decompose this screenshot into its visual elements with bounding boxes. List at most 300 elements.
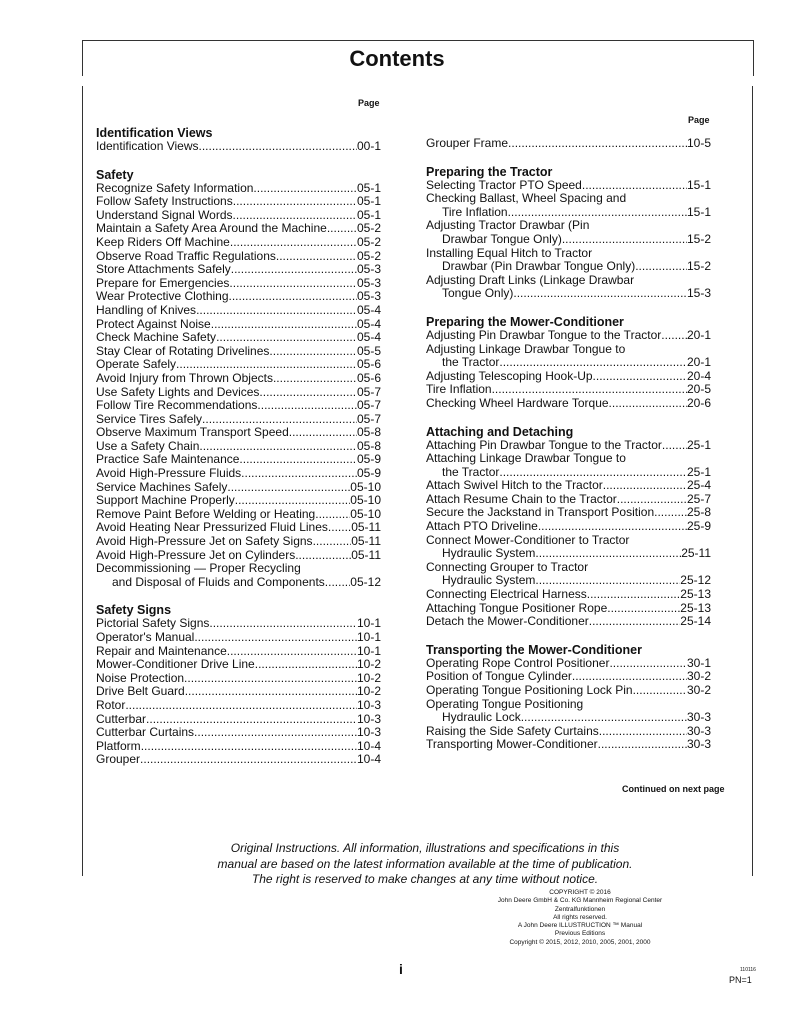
toc-entry[interactable] (96, 685, 381, 699)
toc-entry-title: Follow Tire Recommendations (96, 398, 258, 413)
toc-entry-title: Avoid High-Pressure Fluids (96, 466, 242, 481)
toc-entry-page: 25-14 (680, 614, 711, 629)
toc-leader-dots (194, 726, 357, 740)
toc-entry-page: 30-2 (686, 669, 711, 684)
toc-entry-page: 20-5 (686, 382, 711, 397)
toc-entry-title: Attach Swivel Hitch to the Tractor (426, 478, 603, 493)
toc-entry-page: 05-1 (356, 207, 381, 222)
toc-leader-dots (315, 508, 350, 522)
toc-entry-title: Position of Tongue Cylinder (426, 669, 572, 684)
notice-line: The right is reserved to make changes at any time without notice. (251, 872, 599, 886)
toc-entry[interactable] (96, 631, 381, 645)
toc-entry[interactable] (96, 426, 381, 440)
toc-entry-title: Rotor (96, 697, 126, 712)
toc-entry-page: 05-8 (356, 425, 381, 440)
notice-line: manual are based on the latest information available at the time of publication. (217, 856, 633, 871)
toc-entry[interactable] (426, 206, 711, 220)
toc-entry-title: the Tractor (442, 355, 500, 370)
toc-entry[interactable] (96, 318, 381, 332)
toc-leader-dots (587, 588, 681, 602)
section-heading: Safety (96, 167, 134, 182)
toc-entry-title: Grouper Frame (426, 136, 509, 150)
toc-entry[interactable] (96, 713, 381, 727)
toc-entry-page: 25-8 (686, 505, 711, 520)
toc-entry-page: 15-1 (686, 204, 711, 219)
toc-leader-dots (235, 494, 351, 508)
toc-entry-line[interactable]: Installing Equal Hitch to Tractor (426, 245, 593, 260)
toc-entry-title: Raising the Side Safety Curtains (426, 723, 599, 738)
toc-entry-title: Use a Safety Chain (96, 438, 200, 453)
toc-entry[interactable] (96, 453, 381, 467)
toc-entry[interactable] (426, 574, 711, 588)
toc-entry-page: 10-5 (686, 136, 711, 150)
toc-entry[interactable] (96, 140, 381, 154)
toc-entry[interactable] (96, 304, 381, 318)
toc-leader-dots (185, 685, 357, 699)
toc-entry-page: 25-13 (680, 600, 711, 615)
toc-entry-page: 25-12 (680, 573, 711, 588)
toc-entry-page: 10-2 (356, 684, 381, 699)
toc-entry-page: 05-11 (351, 547, 381, 562)
toc-leader-dots (499, 466, 687, 480)
toc-entry[interactable] (96, 222, 381, 236)
toc-entry[interactable] (96, 508, 381, 522)
toc-entry[interactable] (426, 466, 711, 480)
toc-leader-dots (593, 370, 687, 384)
section-heading: Preparing the Mower-Conditioner (426, 314, 624, 329)
frame-right-rule (752, 86, 753, 876)
toc-entry-title: Operator's Manual (96, 630, 195, 644)
toc-entry-page: 05-4 (356, 330, 381, 345)
toc-entry-title: Transporting Mower-Conditioner (426, 737, 598, 752)
toc-entry-page: 10-3 (356, 697, 381, 712)
toc-leader-dots (141, 740, 357, 754)
toc-entry-page: 10-3 (356, 711, 381, 726)
toc-entry-page: 10-1 (356, 630, 381, 644)
toc-entry-page: 10-4 (356, 752, 381, 767)
toc-entry-line[interactable]: Attaching Linkage Drawbar Tongue to (426, 451, 626, 466)
section-heading: Preparing the Tractor (426, 164, 553, 179)
toc-entry-title: Tire Inflation (442, 204, 508, 219)
toc-entry[interactable] (96, 481, 381, 495)
toc-entry[interactable] (96, 345, 381, 359)
toc-entry-page: 30-1 (686, 655, 711, 670)
toc-entry[interactable] (426, 287, 711, 301)
toc-entry-title: Keep Riders Off Machine (96, 234, 230, 249)
toc-leader-dots (176, 358, 357, 372)
toc-leader-dots (253, 182, 357, 196)
toc-leader-dots (582, 179, 687, 193)
toc-entry-page: 05-4 (356, 302, 381, 317)
toc-entry[interactable] (426, 738, 711, 752)
toc-leader-dots (199, 140, 357, 154)
toc-leader-dots (538, 520, 687, 534)
toc-entry-page: 20-6 (686, 395, 711, 410)
toc-entry[interactable] (96, 236, 381, 250)
toc-leader-dots (508, 137, 687, 151)
toc-entry-title: Operating Tongue Positioning Lock Pin (426, 683, 633, 697)
toc-leader-dots (276, 250, 357, 264)
toc-entry-page: 05-7 (356, 411, 381, 426)
toc-entry[interactable] (96, 753, 381, 767)
toc-entry-page: 25-11 (681, 546, 711, 561)
notice-line: Original Instructions. All information, illustrations and specifications in this (230, 841, 620, 855)
toc-entry[interactable] (426, 137, 711, 151)
toc-entry-page: 15-2 (686, 231, 711, 246)
toc-entry-title: Tire Inflation (426, 382, 492, 397)
toc-entry[interactable] (96, 290, 381, 304)
toc-entry-title: Attaching Tongue Positioner Rope (426, 600, 608, 615)
toc-entry-page: 05-10 (350, 479, 381, 494)
toc-entry-title: Adjusting Pin Drawbar Tongue to the Tractor (426, 327, 662, 342)
toc-entry-page: 05-3 (356, 275, 381, 290)
toc-leader-dots (654, 506, 687, 520)
toc-leader-dots (633, 684, 687, 698)
toc-entry-title: Drawbar Tongue Only) (442, 231, 562, 246)
toc-entry-title: Protect Against Noise (96, 316, 211, 331)
toc-entry-page: 05-5 (356, 343, 381, 358)
right-page-header: Page (688, 115, 710, 125)
toc-leader-dots (259, 386, 357, 400)
toc-entry-page: 15-2 (686, 259, 711, 274)
copyright-line: Zentralfunktionen (554, 905, 606, 913)
toc-entry[interactable] (96, 277, 381, 291)
toc-entry-line[interactable]: Connect Mower-Conditioner to Tractor (426, 532, 630, 547)
toc-entry[interactable] (426, 439, 711, 453)
toc-entry-title: Tongue Only) (442, 286, 514, 301)
toc-entry[interactable] (426, 179, 711, 193)
toc-entry-page: 05-1 (356, 180, 381, 195)
toc-entry[interactable] (96, 726, 381, 740)
toc-leader-dots (609, 657, 687, 671)
toc-entry-page: 05-11 (351, 520, 381, 535)
toc-entry-title: Platform (96, 738, 141, 753)
toc-entry[interactable] (426, 479, 711, 493)
toc-entry[interactable] (96, 549, 381, 563)
toc-leader-dots (289, 426, 357, 440)
toc-entry-page: 05-9 (356, 466, 381, 481)
toc-entry[interactable] (96, 250, 381, 264)
toc-entry-title: Pictorial Safety Signs (96, 616, 210, 631)
toc-leader-dots (572, 670, 687, 684)
section-heading: Safety Signs (96, 603, 172, 618)
toc-entry-page: 05-3 (356, 262, 381, 277)
toc-entry-title: Store Attachments Safely (96, 262, 231, 277)
toc-entry[interactable] (96, 182, 381, 196)
toc-leader-dots (140, 753, 357, 767)
toc-entry-title: Checking Wheel Hardware Torque (426, 395, 609, 410)
toc-entry-page: 15-1 (686, 177, 711, 192)
toc-entry-title: Remove Paint Before Welding or Heating (96, 506, 316, 521)
copyright-block (480, 889, 680, 947)
notice-block (150, 841, 700, 888)
toc-entry[interactable] (96, 209, 381, 223)
toc-entry-title: Hydraulic System (442, 546, 536, 561)
toc-leader-dots (125, 699, 357, 713)
page-number: i (399, 961, 403, 977)
toc-entry-page: 05-8 (356, 438, 381, 453)
toc-entry[interactable] (426, 397, 711, 411)
toc-entry-title: Recognize Safety Information (96, 180, 254, 195)
toc-entry-title: Support Machine Properly (96, 493, 235, 508)
toc-leader-dots (521, 711, 687, 725)
toc-leader-dots (328, 521, 351, 535)
toc-entry-page: 05-10 (350, 493, 381, 508)
toc-entry[interactable] (426, 493, 711, 507)
toc-entry-title: and Disposal of Fluids and Components (112, 574, 325, 589)
toc-entry-title: Hydraulic Lock (442, 710, 521, 725)
toc-entry-page: 20-1 (686, 355, 711, 370)
toc-leader-dots (211, 318, 357, 332)
toc-leader-dots (209, 617, 357, 631)
toc-leader-dots (499, 356, 687, 370)
toc-leader-dots (233, 209, 357, 223)
toc-entry-title: Avoid High-Pressure Jet on Cylinders (96, 547, 296, 562)
toc-leader-dots (184, 672, 357, 686)
toc-leader-dots (227, 645, 357, 659)
toc-entry-page: 05-1 (356, 194, 381, 209)
toc-section (96, 603, 381, 767)
toc-leader-dots (146, 713, 357, 727)
toc-entry-title: Understand Signal Words (96, 207, 233, 222)
toc-entry[interactable] (96, 386, 381, 400)
toc-leader-dots (239, 453, 357, 467)
toc-entry[interactable] (96, 617, 381, 631)
toc-leader-dots (603, 479, 687, 493)
left-page-header: Page (358, 98, 380, 108)
toc-entry[interactable] (96, 658, 381, 672)
toc-leader-dots (269, 345, 357, 359)
toc-entry-page: 05-2 (356, 248, 381, 263)
toc-entry-page: 05-9 (356, 452, 381, 467)
toc-entry-title: Handling of Knives (96, 302, 197, 317)
toc-leader-dots (599, 725, 687, 739)
toc-entry-page: 05-4 (356, 316, 381, 331)
frame-left-rule (82, 86, 83, 876)
toc-entry-page: 05-2 (356, 234, 381, 249)
toc-entry-page: 15-3 (686, 286, 711, 301)
toc-entry[interactable] (96, 263, 381, 277)
toc-entry-title: Maintain a Safety Area Around the Machine (96, 221, 327, 236)
toc-section (426, 425, 711, 629)
toc-entry[interactable] (426, 670, 711, 684)
toc-entry-page: 10-2 (356, 670, 381, 685)
toc-entry-title: Adjusting Telescoping Hook-Up (426, 368, 593, 383)
right-toc-column (426, 137, 711, 752)
toc-entry-page: 30-3 (686, 737, 711, 752)
toc-leader-dots (229, 290, 357, 304)
toc-entry-title: Avoid Injury from Thrown Objects (96, 370, 273, 385)
toc-entry-title: Practice Safe Maintenance (96, 452, 240, 467)
toc-entry-title: Hydraulic System (442, 573, 536, 588)
toc-entry[interactable] (426, 547, 711, 561)
toc-entry-title: Avoid High-Pressure Jet on Safety Signs (96, 534, 313, 549)
toc-entry-line[interactable]: Decommissioning — Proper Recycling (96, 561, 301, 576)
toc-leader-dots (233, 195, 357, 209)
toc-leader-dots (325, 576, 351, 590)
toc-entry[interactable] (96, 372, 381, 386)
toc-entry-title: Mower-Conditioner Drive Line (96, 657, 255, 672)
doc-code: 110116 (740, 967, 756, 973)
toc-entry-page: 10-4 (356, 738, 381, 753)
toc-entry-title: Cutterbar Curtains (96, 725, 195, 740)
toc-entry-line[interactable]: Adjusting Tractor Drawbar (Pin (426, 218, 590, 233)
toc-entry-title: Check Machine Safety (96, 330, 217, 345)
toc-entry-page: 05-7 (356, 384, 381, 399)
toc-entry-title: Follow Safety Instructions (96, 194, 233, 209)
continued-note: Continued on next page (622, 784, 725, 794)
toc-leader-dots (617, 493, 687, 507)
toc-leader-dots (229, 277, 357, 291)
toc-entry-line[interactable]: Checking Ballast, Wheel Spacing and (426, 191, 627, 206)
toc-entry-title: Service Tires Safely (96, 411, 203, 426)
toc-section (426, 165, 711, 301)
toc-entry[interactable] (96, 699, 381, 713)
toc-entry[interactable] (426, 684, 711, 698)
toc-leader-dots (227, 481, 350, 495)
toc-entry-title: Cutterbar (96, 711, 147, 726)
toc-entry-page: 20-4 (686, 368, 711, 383)
toc-leader-dots (241, 467, 357, 481)
toc-section (96, 126, 381, 154)
toc-entry[interactable] (96, 358, 381, 372)
toc-entry-title: Operating Rope Control Positioner (426, 655, 610, 670)
toc-entry[interactable] (96, 331, 381, 345)
toc-leader-dots (196, 304, 357, 318)
toc-section (96, 168, 381, 590)
toc-section (426, 315, 711, 411)
toc-entry[interactable] (426, 588, 711, 602)
toc-entry[interactable] (96, 467, 381, 481)
toc-entry-page: 05-12 (350, 574, 381, 589)
toc-entry[interactable] (96, 672, 381, 686)
toc-entry[interactable] (426, 520, 711, 534)
section-heading: Identification Views (96, 126, 213, 140)
toc-entry[interactable] (426, 506, 711, 520)
toc-section (426, 643, 711, 752)
toc-entry-page: 00-1 (356, 139, 381, 153)
toc-leader-dots (492, 383, 687, 397)
toc-entry-title: Identification Views (96, 139, 199, 153)
toc-entry-title: Use Safety Lights and Devices (96, 384, 260, 399)
section-heading: Attaching and Detaching (426, 424, 574, 439)
toc-leader-dots (635, 260, 687, 274)
toc-entry-page: 25-1 (686, 464, 711, 479)
toc-entry[interactable] (426, 356, 711, 370)
toc-leader-dots (513, 287, 687, 301)
toc-leader-dots (661, 329, 687, 343)
section-heading: Transporting the Mower-Conditioner (426, 642, 642, 657)
copyright-line: Copyright © 2015, 2012, 2010, 2005, 2001, 2000 (509, 938, 651, 946)
toc-entry-page: 25-1 (686, 437, 711, 452)
toc-entry-line[interactable]: Adjusting Linkage Drawbar Tongue to (426, 341, 626, 356)
toc-entry[interactable] (426, 233, 711, 247)
toc-leader-dots (562, 233, 687, 247)
toc-entry[interactable] (426, 725, 711, 739)
toc-entry[interactable] (96, 413, 381, 427)
toc-entry-page: 30-3 (686, 723, 711, 738)
toc-entry-page: 25-9 (686, 519, 711, 534)
toc-entry-title: Drawbar (Pin Drawbar Tongue Only) (442, 259, 636, 274)
copyright-line: John Deere GmbH & Co. KG Mannheim Regional Center (497, 897, 663, 905)
toc-entry[interactable] (426, 383, 711, 397)
toc-entry-page: 05-3 (356, 289, 381, 304)
toc-entry-title: Observe Maximum Transport Speed (96, 425, 289, 440)
toc-entry[interactable] (96, 399, 381, 413)
toc-entry[interactable] (426, 711, 711, 725)
copyright-line: Previous Editions (554, 930, 606, 938)
toc-entry-title: Selecting Tractor PTO Speed (426, 177, 582, 192)
toc-entry[interactable] (426, 602, 711, 616)
toc-entry-line[interactable]: Operating Tongue Positioning (426, 696, 584, 711)
toc-entry-page: 30-3 (686, 710, 711, 725)
toc-entry[interactable] (426, 657, 711, 671)
toc-entry-title: Repair and Maintenance (96, 643, 227, 658)
toc-entry-page: 25-13 (680, 587, 711, 602)
toc-entry[interactable] (426, 615, 711, 629)
toc-entry-page: 05-11 (351, 534, 381, 549)
toc-entry-title: Connecting Electrical Harness (426, 587, 587, 602)
toc-entry-title: Noise Protection (96, 670, 185, 685)
toc-entry[interactable] (96, 494, 381, 508)
toc-entry-line[interactable]: Adjusting Draft Links (Linkage Drawbar (426, 272, 635, 287)
toc-entry-page: 10-1 (356, 616, 381, 631)
toc-entry-title: Attach PTO Driveline (426, 519, 538, 534)
toc-entry-title: Prepare for Emergencies (96, 275, 230, 290)
toc-entry[interactable] (96, 195, 381, 209)
toc-entry[interactable] (426, 329, 711, 343)
toc-entry[interactable] (426, 370, 711, 384)
toc-leader-dots (194, 631, 357, 645)
copyright-line: COPYRIGHT © 2016 (549, 889, 611, 896)
toc-leader-dots (257, 399, 357, 413)
toc-entry[interactable] (96, 535, 381, 549)
toc-leader-dots (202, 413, 357, 427)
copyright-line: A John Deere ILLUSTRUCTION ™ Manual (517, 922, 643, 930)
toc-entry[interactable] (96, 576, 381, 590)
toc-entry[interactable] (96, 521, 381, 535)
toc-entry[interactable] (96, 440, 381, 454)
toc-entry[interactable] (96, 645, 381, 659)
toc-leader-dots (231, 263, 357, 277)
toc-leader-dots (609, 397, 687, 411)
toc-entry-page: 10-1 (356, 643, 381, 658)
toc-entry-title: Operate Safely (96, 357, 177, 372)
toc-entry-page: 05-2 (356, 221, 381, 236)
toc-entry-title: Service Machines Safely (96, 479, 228, 494)
toc-entry-line[interactable]: Connecting Grouper to Tractor (426, 559, 589, 574)
toc-leader-dots (199, 440, 357, 454)
toc-leader-dots (607, 602, 680, 616)
toc-entry-page: 25-4 (686, 478, 711, 493)
toc-leader-dots (508, 206, 687, 220)
toc-entry[interactable] (96, 740, 381, 754)
toc-entry-title: Secure the Jackstand in Transport Position (426, 505, 655, 520)
toc-entry-page: 20-1 (686, 327, 711, 342)
toc-leader-dots (273, 372, 357, 386)
toc-leader-dots (313, 535, 352, 549)
toc-leader-dots (589, 615, 681, 629)
toc-entry-page: 05-10 (350, 506, 381, 521)
toc-leader-dots (535, 547, 681, 561)
toc-entry-title: Avoid Heating Near Pressurized Fluid Lines (96, 520, 328, 535)
toc-leader-dots (255, 658, 357, 672)
toc-entry-title: Wear Protective Clothing (96, 289, 229, 304)
left-toc-column (96, 126, 381, 767)
toc-entry-page: 25-7 (686, 491, 711, 506)
toc-leader-dots (230, 236, 357, 250)
toc-entry[interactable] (426, 260, 711, 274)
